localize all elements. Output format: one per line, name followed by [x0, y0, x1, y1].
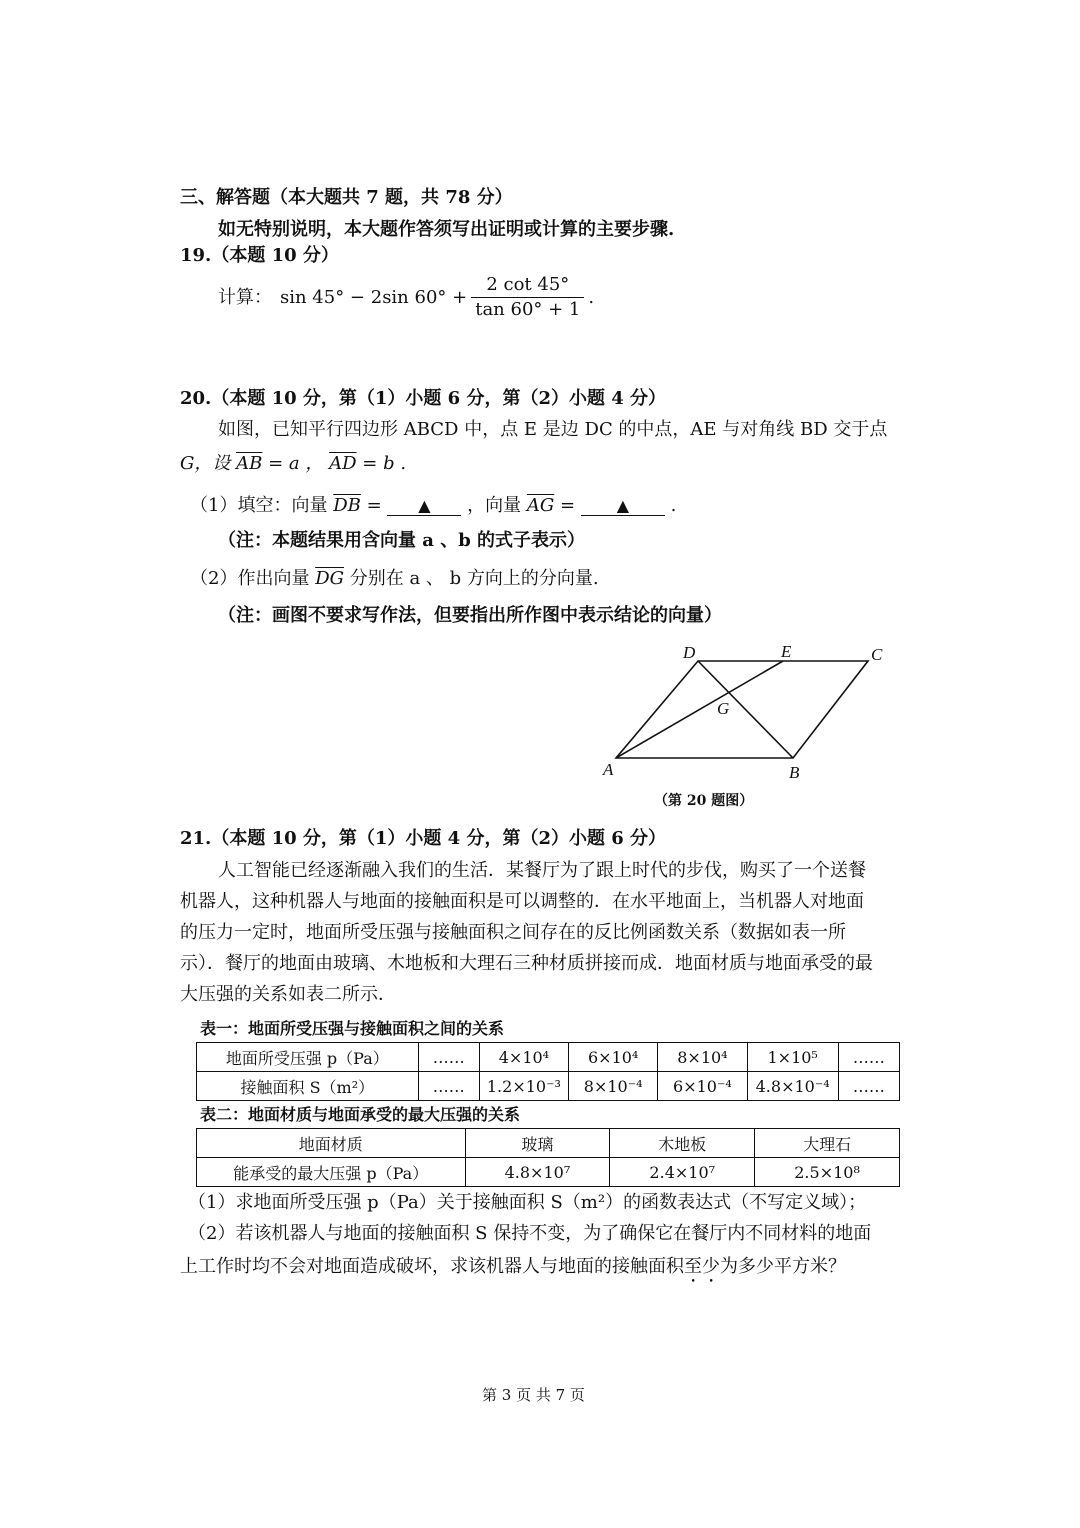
table-cell: ……: [418, 1043, 479, 1072]
q21-para-line4: 示）．餐厅的地面由玻璃、木地板和大理石三种材质拼接而成．地面材质与地面承受的最: [180, 953, 873, 974]
q21-header: 21.（本题 10 分，第（1）小题 4 分，第（2）小题 6 分）: [180, 828, 667, 849]
label-g: G: [717, 699, 730, 718]
table-cell: 6×10⁴: [569, 1043, 658, 1072]
table2-caption: 表二：地面材质与地面承受的最大压强的关系: [200, 1105, 521, 1124]
section-instruction: 如无特别说明，本大题作答须写出证明或计算的主要步骤.: [218, 219, 675, 240]
label-c: C: [871, 645, 883, 664]
q20-header: 20.（本题 10 分，第（1）小题 6 分，第（2）小题 4 分）: [180, 388, 667, 409]
table-cell: 4×10⁴: [479, 1043, 568, 1072]
parallelogram-abcd: [616, 661, 868, 758]
q20-note2: （注：画图不要求写作法，但要指出所作图中表示结论的向量）: [218, 605, 722, 626]
q19-end: .: [588, 286, 595, 308]
q19-fraction: [471, 276, 584, 319]
q21-para-line1: 人工智能已经逐渐融入我们的生活．某餐厅为了跟上时代的步伐，购买了一个送餐: [218, 860, 866, 881]
q20-stem-g: G，设: [180, 453, 231, 474]
vector-ag: $\overline{AG}$: [526, 495, 555, 516]
q20-stem-line1: 如图，已知平行四边形 ABCD 中，点 E 是边 DC 的中点，AE 与对角线 BD 交于点: [218, 419, 888, 440]
label-d: D: [683, 643, 696, 662]
q21-sub2-post: 为多少平方米？: [720, 1256, 846, 1277]
table-cell: 1×10⁵: [747, 1043, 838, 1072]
table1-caption: 表一：地面所受压强与接触面积之间的关系: [200, 1019, 505, 1038]
segment-ae: [616, 661, 783, 758]
q21-sub2-pre: 上工作时均不会对地面造成破坏，求该机器人与地面的接触面积: [180, 1256, 684, 1277]
table2-row: [197, 1158, 900, 1187]
q19-expr: sin 45° − 2sin 60° +: [280, 286, 468, 308]
q19-header: 19.（本题 10 分）: [180, 245, 339, 266]
q20-part1-pre: （1）填空：向量: [190, 495, 328, 516]
q21-para-line3: 的压力一定时，地面所受压强与接触面积之间存在的反比例函数关系（数据如表一所: [180, 922, 846, 943]
label-a: A: [603, 760, 614, 779]
page-footer: 第 3 页 共 7 页: [482, 1386, 585, 1404]
figure-caption: （第 20 题图）: [654, 793, 754, 809]
answer-blank-ag[interactable]: ▲: [581, 497, 665, 516]
q20-note1: （注：本题结果用含向量 a 、b 的式子表示）: [218, 530, 586, 551]
q21-sub2-line2: [180, 1256, 846, 1287]
q20-part1: [190, 497, 676, 516]
vector-db: $\overline{DB}$: [333, 495, 361, 516]
table-cell: 能承受的最大压强 p（Pa）: [197, 1158, 466, 1187]
q20-eq-b: = b .: [362, 453, 407, 474]
vector-ad: $\overline{AD}$: [329, 453, 357, 474]
q20-eq2: =: [560, 495, 576, 516]
q20-part2-pre: （2）作出向量: [190, 568, 310, 589]
q20-part2: [190, 570, 599, 588]
q20-stem-line2: [180, 455, 406, 473]
q19-numerator: 2 cot 45°: [471, 276, 584, 298]
table-cell: ……: [418, 1072, 479, 1101]
q19-expression: [218, 276, 594, 319]
table-cell: 4.8×10⁻⁴: [747, 1072, 838, 1101]
table2: [196, 1128, 900, 1187]
q20-eq1: =: [366, 495, 382, 516]
label-b: B: [789, 763, 800, 782]
table-cell: 2.4×10⁷: [610, 1158, 755, 1187]
table-cell: 8×10⁻⁴: [569, 1072, 658, 1101]
diagonal-bd: [698, 661, 793, 758]
table-header-cell: 地面材质: [197, 1129, 466, 1158]
vector-dg: $\overline{DG}$: [315, 568, 344, 589]
table-cell: ……: [838, 1072, 899, 1101]
q21-para-line2: 机器人，这种机器人与地面的接触面积是可以调整的．在水平地面上，当机器人对地面: [180, 891, 864, 912]
q20-part1-end: .: [670, 495, 677, 516]
q21-sub2-line1: （2）若该机器人与地面的接触面积 S 保持不变，为了确保它在餐厅内不同材料的地面: [188, 1223, 872, 1244]
q20-part1-mid: ，向量: [467, 495, 522, 516]
q21-sub1: （1）求地面所受压强 p（Pa）关于接触面积 S（m²）的函数表达式（不写定义域）；: [188, 1192, 867, 1213]
q21-sub2-emphasis: 至少: [684, 1256, 720, 1277]
table-cell: ……: [838, 1043, 899, 1072]
table1: [196, 1042, 900, 1101]
label-e: E: [781, 642, 792, 661]
q20-part2-post: 分别在 a 、 b 方向上的分向量.: [349, 568, 599, 589]
table1-row-pressure: [197, 1043, 900, 1072]
table-cell: 接触面积 S（m²）: [197, 1072, 419, 1101]
vector-ab: $\overline{AB}$: [236, 453, 263, 474]
table-cell: 8×10⁴: [658, 1043, 747, 1072]
table-cell: 地面所受压强 p（Pa）: [197, 1043, 419, 1072]
section-title: 三、解答题（本大题共 7 题，共 78 分）: [180, 187, 513, 208]
q21-para-line5: 大压强的关系如表二所示．: [180, 984, 396, 1005]
table-cell: 2.5×10⁸: [755, 1158, 900, 1187]
table-header-cell: 玻璃: [465, 1129, 610, 1158]
table-cell: 6×10⁻⁴: [658, 1072, 747, 1101]
q20-eq-a: = a ，: [268, 453, 324, 474]
q19-prefix: 计算：: [218, 286, 272, 308]
parallelogram-figure: [595, 640, 895, 790]
table-cell: 1.2×10⁻³: [479, 1072, 568, 1101]
table1-row-area: [197, 1072, 900, 1101]
table2-header-row: [197, 1129, 900, 1158]
answer-blank-db[interactable]: ▲: [387, 497, 461, 516]
q19-denominator: tan 60° + 1: [475, 299, 581, 320]
table-header-cell: 大理石: [755, 1129, 900, 1158]
table-cell: 4.8×10⁷: [465, 1158, 610, 1187]
table-header-cell: 木地板: [610, 1129, 755, 1158]
